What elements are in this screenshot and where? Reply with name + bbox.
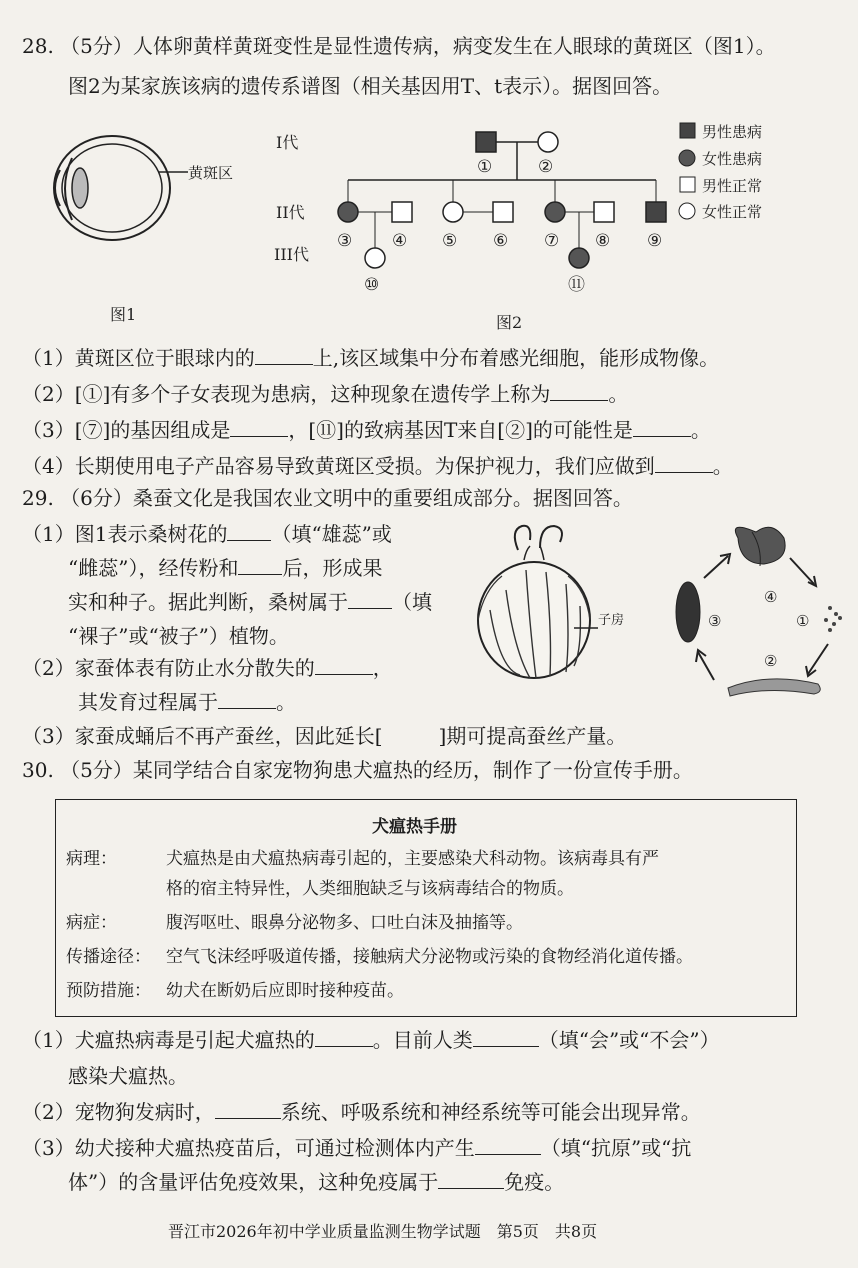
mulberry-flower-drawing — [470, 520, 630, 690]
page-footer: 晋江市2026年初中学业质量监测生物学试题 第5页 共8页 — [168, 1222, 598, 1241]
q30-sub1-line2: 感染犬瘟热。 — [68, 1064, 188, 1088]
cycle-stage-2: ② — [764, 652, 778, 670]
q28-sub1: （1）黄斑区位于眼球内的 上,该区域集中分布着感光细胞，能形成物像。 — [22, 346, 720, 370]
pedigree-chart — [270, 120, 810, 330]
legend-female-affected: 女性患病 — [702, 150, 763, 168]
q29-sub2-line2: 其发育过程属于 。 — [78, 690, 296, 714]
pedigree-5 — [443, 202, 463, 222]
pedigree-2 — [538, 132, 558, 152]
ovary-label: 子房 — [598, 613, 625, 628]
manual-title: 犬瘟热手册 — [372, 817, 457, 837]
pedigree-6 — [493, 202, 513, 222]
svg-text:③: ③ — [337, 231, 353, 251]
svg-text:④: ④ — [392, 231, 408, 251]
answer-blank[interactable] — [218, 688, 276, 709]
svg-text:①: ① — [477, 157, 493, 177]
pedigree-1 — [476, 132, 496, 152]
q29-sub1-line1: （1）图1表示桑树花的 （填“雄蕊”或 — [22, 522, 392, 546]
answer-blank[interactable] — [438, 1168, 504, 1189]
cycle-stage-3: ③ — [708, 612, 722, 630]
manual-row-transmission: 传播途径： 空气飞沫经呼吸道传播，接触病犬分泌物或污染的食物经消化道传播。 — [66, 947, 693, 967]
legend-male-affected: 男性患病 — [702, 123, 763, 141]
pedigree-4 — [392, 202, 412, 222]
answer-blank[interactable] — [315, 654, 373, 675]
q29-sub1-line3: 实和种子。据此判断，桑树属于 （填 — [68, 590, 432, 614]
answer-blank[interactable] — [348, 588, 392, 609]
pedigree-7 — [545, 202, 565, 222]
svg-text:②: ② — [538, 157, 554, 177]
answer-blank[interactable] — [315, 1026, 373, 1047]
cycle-stage-4: ④ — [764, 588, 778, 606]
gen3-label: III代 — [274, 245, 309, 264]
legend-male-normal: 男性正常 — [702, 177, 763, 195]
fig1-caption: 图1 — [110, 305, 137, 324]
pedigree-10 — [365, 248, 385, 268]
svg-text:⑩: ⑩ — [364, 275, 380, 295]
legend-female-normal: 女性正常 — [702, 203, 763, 221]
pedigree-8 — [594, 202, 614, 222]
answer-blank[interactable] — [227, 520, 271, 541]
q28-stem-line2: 图2为某家族该病的遗传系谱图（相关基因用T、t表示）。据图回答。 — [68, 74, 673, 98]
q29-sub1-line4: “裸子”或“被子”）植物。 — [68, 624, 289, 648]
answer-blank[interactable] — [255, 344, 313, 365]
manual-row-prevention: 预防措施： 幼犬在断奶后应即时接种疫苗。 — [66, 981, 404, 1001]
q30-sub2: （2）宠物狗发病时， 系统、呼吸系统和神经系统等可能会出现异常。 — [22, 1100, 701, 1124]
q29-sub1-line2: “雌蕊”），经传粉和 后，形成果 — [68, 556, 383, 580]
manual-row-pathology: 病理： 犬瘟热是由犬瘟热病毒引起的，主要感染犬科动物。该病毒具有严 — [66, 849, 659, 869]
q28-sub2: （2）[①]有多个子女表现为患病，这种现象在遗传学上称为 。 — [22, 382, 629, 406]
fig1-macula-label: 黄斑区 — [188, 164, 234, 182]
fig2-caption: 图2 — [496, 313, 523, 332]
manual-row-pathology-cont: 格的宿主特异性，人类细胞缺乏与该病毒结合的物质。 — [166, 879, 574, 899]
q30-sub3-line1: （3）幼犬接种犬瘟热疫苗后，可通过检测体内产生 （填“抗原”或“抗 — [22, 1136, 692, 1160]
answer-blank[interactable] — [215, 1098, 281, 1119]
svg-text:⑤: ⑤ — [442, 231, 458, 251]
gen2-label: II代 — [276, 203, 305, 222]
q28-stem-line1: 28. （5分）人体卵黄样黄斑变性是显性遗传病，病变发生在人眼球的黄斑区（图1）。 — [22, 34, 776, 58]
q28-sub4: （4）长期使用电子产品容易导致黄斑区受损。为保护视力，我们应做到 。 — [22, 454, 733, 478]
q29-stem: 29. （6分）桑蚕文化是我国农业文明中的重要组成部分。据图回答。 — [22, 486, 633, 510]
q30-sub3-line2: 体”）的含量评估免疫效果，这种免疫属于 免疫。 — [68, 1170, 565, 1194]
q28-sub3: （3）[⑦]的基因组成是 ，[⑪]的致病基因T来自[②]的可能性是 。 — [22, 418, 711, 442]
answer-blank[interactable] — [550, 380, 608, 401]
distemper-manual-box — [55, 799, 797, 1017]
answer-blank[interactable] — [238, 554, 282, 575]
svg-text:⑧: ⑧ — [595, 231, 611, 251]
gen1-label: I代 — [276, 133, 299, 152]
svg-text:⑨: ⑨ — [647, 231, 663, 251]
q29-sub3: （3）家蚕成蛹后不再产蚕丝，因此延长[ ]期可提高蚕丝产量。 — [22, 724, 627, 748]
pedigree-9 — [646, 202, 666, 222]
answer-blank[interactable] — [633, 416, 691, 437]
svg-text:⑪: ⑪ — [568, 275, 585, 295]
answer-blank[interactable] — [475, 1134, 541, 1155]
q30-stem: 30. （5分）某同学结合自家宠物狗患犬瘟热的经历，制作了一份宣传手册。 — [22, 758, 693, 782]
pedigree-3 — [338, 202, 358, 222]
answer-blank[interactable] — [473, 1026, 539, 1047]
pedigree-11 — [569, 248, 589, 268]
answer-blank[interactable] — [655, 452, 713, 473]
manual-row-symptoms: 病症： 腹泻呕吐、眼鼻分泌物多、口吐白沫及抽搐等。 — [66, 913, 523, 933]
cycle-stage-1: ① — [796, 612, 810, 630]
silkworm-life-cycle — [668, 520, 858, 700]
q29-sub2-line1: （2）家蚕体表有防止水分散失的 ， — [22, 656, 393, 680]
svg-text:⑦: ⑦ — [544, 231, 560, 251]
eye-diagram — [50, 128, 270, 328]
svg-text:⑥: ⑥ — [493, 231, 509, 251]
q30-sub1-line1: （1）犬瘟热病毒是引起犬瘟热的 。目前人类 （填“会”或“不会”） — [22, 1028, 720, 1052]
answer-blank[interactable] — [230, 416, 288, 437]
